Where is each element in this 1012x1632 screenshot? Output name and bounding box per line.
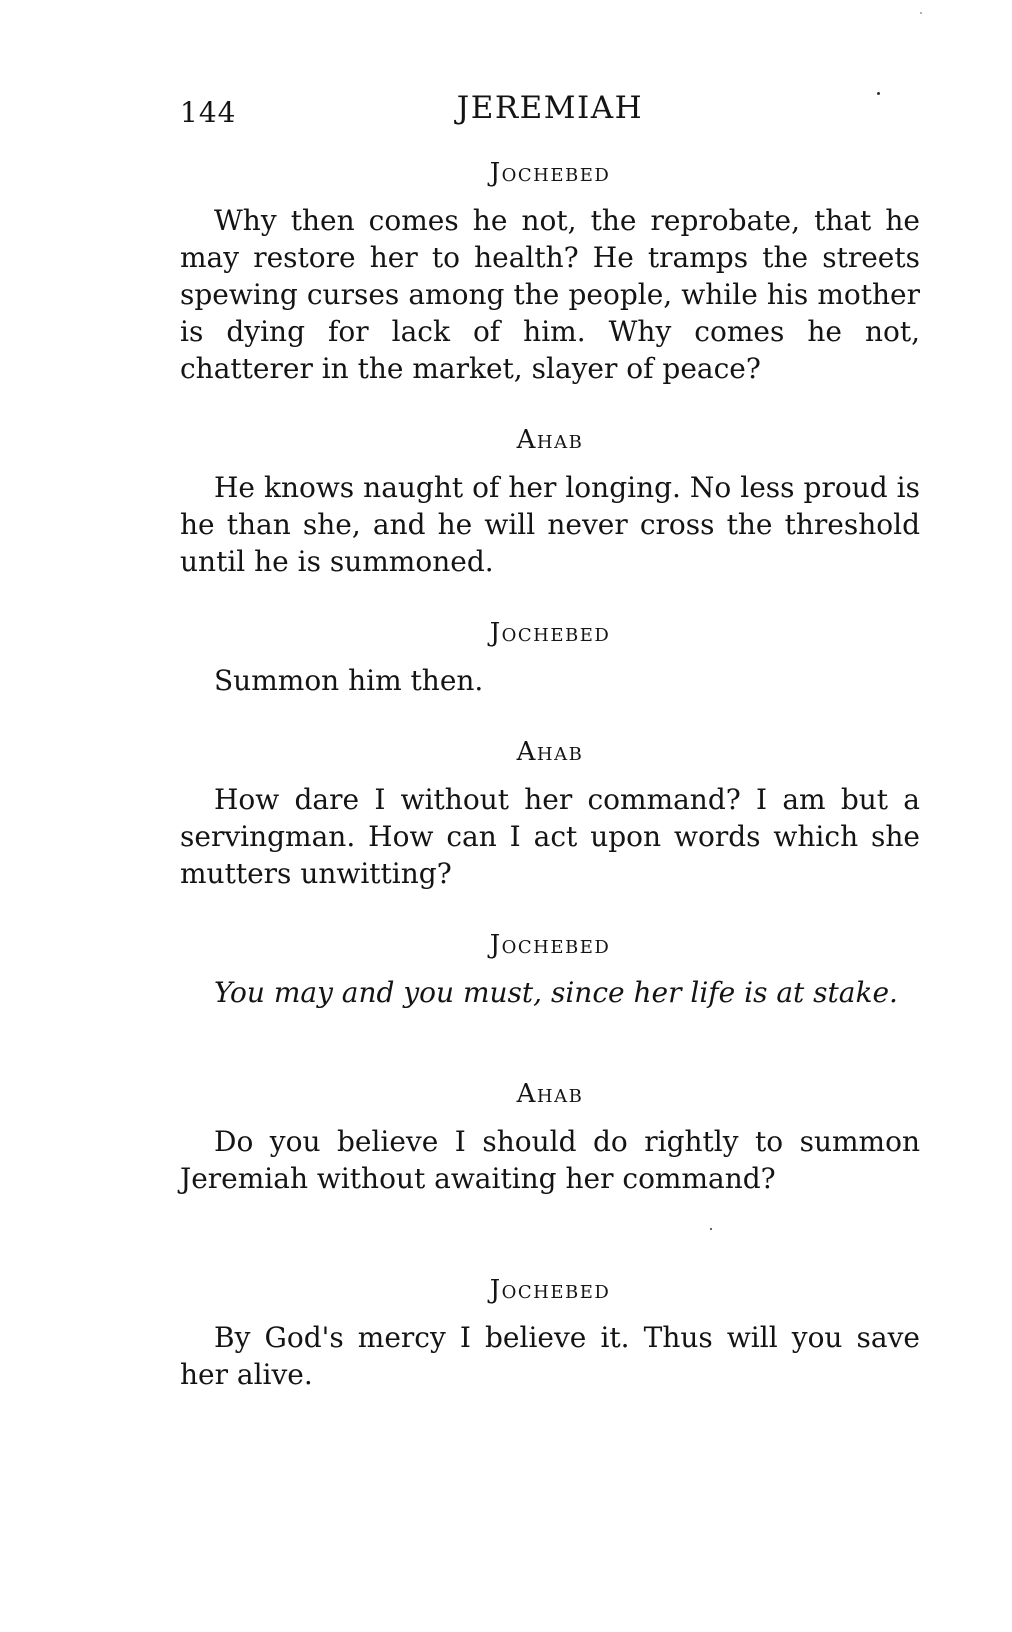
scan-speck [920, 12, 922, 14]
speaker-name: Jochebed [489, 1275, 611, 1305]
speech-block [180, 423, 920, 580]
page-number: 144 [180, 96, 237, 129]
speech-block [180, 735, 920, 892]
speaker-name: Ahab [516, 425, 584, 455]
speech-text: You may and you must, since her life is at stake. [214, 976, 898, 1009]
speaker-name: Ahab [516, 1079, 584, 1109]
speech-text: He knows naught of her longing. No less proud is he than she, and he will never cross the threshold until he is summoned. [180, 471, 920, 578]
speaker-name: Jochebed [489, 158, 611, 188]
speech-text: By God's mercy I believe it. Thus will you save her alive. [180, 1321, 920, 1391]
speaker-name: Ahab [516, 737, 584, 767]
speech-text: Do you believe I should do rightly to summon Jeremiah without awaiting her command? [180, 1125, 920, 1195]
speech-block [180, 1273, 920, 1393]
speaker-name: Jochebed [489, 930, 611, 960]
speech-block [180, 1077, 920, 1197]
running-title: JEREMIAH [456, 90, 644, 126]
page-header [180, 90, 920, 140]
speaker-name: Jochebed [489, 618, 611, 648]
speech-block [180, 616, 920, 699]
scan-speck [877, 92, 880, 95]
dialogue [180, 156, 920, 1429]
speech-text: Why then comes he not, the reprobate, that he may restore her to health? He tramps the streets spewing curses among the people, while his mother is dying for lack of him. Why comes he not, chatterer in the market, slayer of peace? [180, 204, 920, 385]
speech-block [180, 156, 920, 387]
speech-text: How dare I without her command? I am but a servingman. How can I act upon words which she mutters unwitting? [180, 783, 920, 890]
spacer [180, 1233, 920, 1273]
spacer [180, 1047, 920, 1077]
scan-speck [710, 1228, 712, 1230]
speech-text: Summon him then. [214, 664, 484, 697]
speech-block [180, 928, 920, 1011]
